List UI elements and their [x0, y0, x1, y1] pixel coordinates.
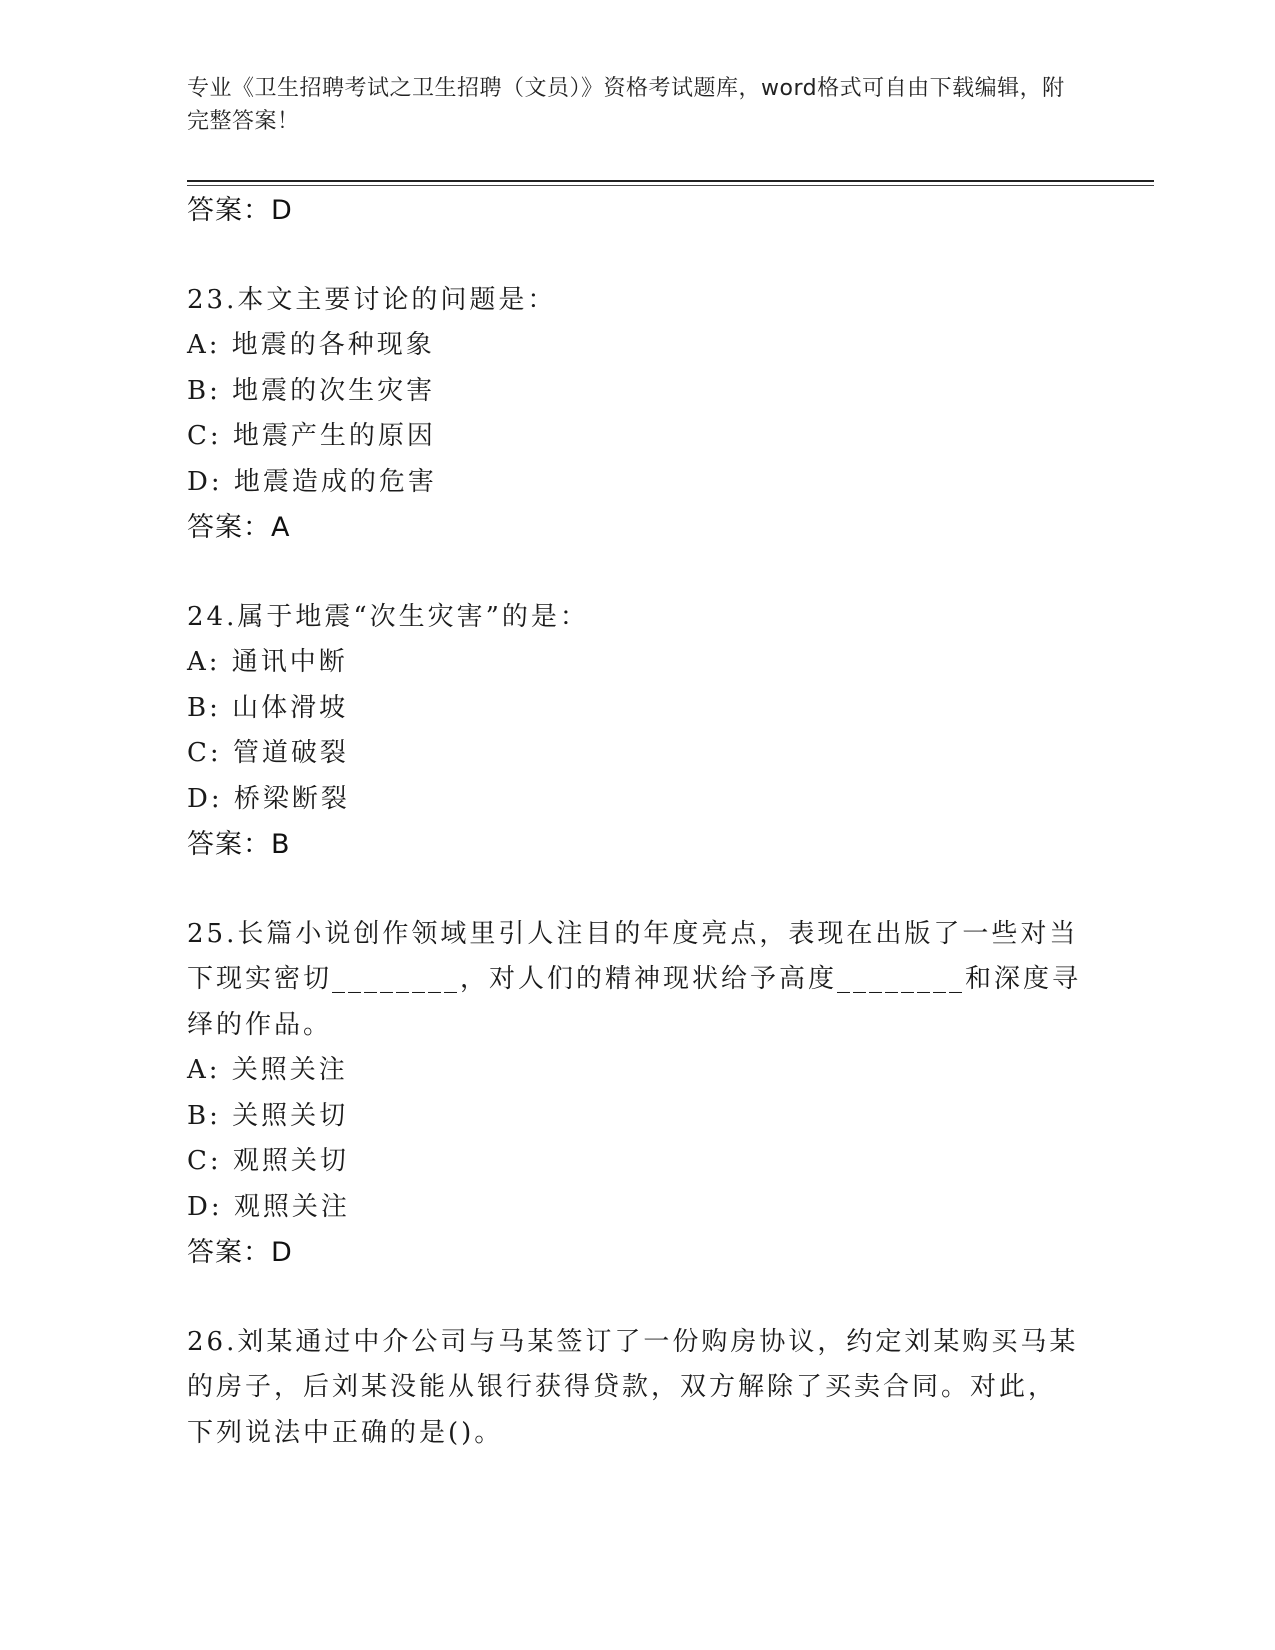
option-a: A: 地震的各种现象	[187, 330, 435, 360]
header-divider	[187, 180, 1154, 182]
question-block	[187, 1320, 1087, 1457]
question-list	[187, 188, 1087, 1456]
option-d: D: 桥梁断裂	[187, 783, 350, 814]
option-c: C: 管道破裂	[187, 738, 349, 768]
option-b: B: 关照关切	[187, 1100, 349, 1131]
document-header	[187, 72, 1077, 138]
question-stem-line: 下列说法中正确的是()。	[187, 1417, 504, 1448]
question-stem-line: 下现实密切________，对人们的精神现状给予高度________和深度寻	[187, 964, 1082, 994]
question-stem-line: 26.刘某通过中介公司与马某签订了一份购房协议，约定刘某购买马某	[187, 1326, 1079, 1357]
spacer	[187, 234, 1087, 278]
option-b: B: 地震的次生灾害	[187, 375, 436, 406]
option-a: A: 通讯中断	[187, 647, 348, 677]
question-stem: 24.属于地震“次生灾害”的是：	[187, 601, 589, 632]
question-stem-line: 绎的作品。	[187, 1009, 333, 1040]
question-stem-line: 的房子，后刘某没能从银行获得贷款，双方解除了买卖合同。对此，	[187, 1372, 1058, 1402]
answer-line: 答案：D	[187, 1237, 293, 1268]
answer-line: 答案：B	[187, 829, 291, 860]
spacer	[187, 868, 1087, 912]
spacer	[187, 551, 1087, 595]
option-c: C: 地震产生的原因	[187, 421, 436, 451]
question-block	[187, 912, 1087, 1276]
option-d: D: 观照关注	[187, 1191, 350, 1222]
spacer	[187, 1276, 1087, 1320]
header-text: 专业《卫生招聘考试之卫生招聘（文员）》资格考试题库，word格式可自由下载编辑，附完整答案！	[187, 76, 1065, 134]
question-block	[187, 278, 1087, 551]
question-stem-line: 25.长篇小说创作领域里引人注目的年度亮点，表现在出版了一些对当	[187, 918, 1079, 949]
option-d: D: 地震造成的危害	[187, 466, 437, 497]
option-b: B: 山体滑坡	[187, 692, 349, 723]
answer-line: 答案：D	[187, 195, 293, 226]
answer-line: 答案：A	[187, 512, 291, 543]
option-c: C: 观照关切	[187, 1146, 349, 1176]
question-stem: 23.本文主要讨论的问题是：	[187, 284, 557, 315]
option-a: A: 关照关注	[187, 1055, 348, 1085]
header-divider-thin	[187, 185, 1154, 186]
question-block	[187, 595, 1087, 868]
